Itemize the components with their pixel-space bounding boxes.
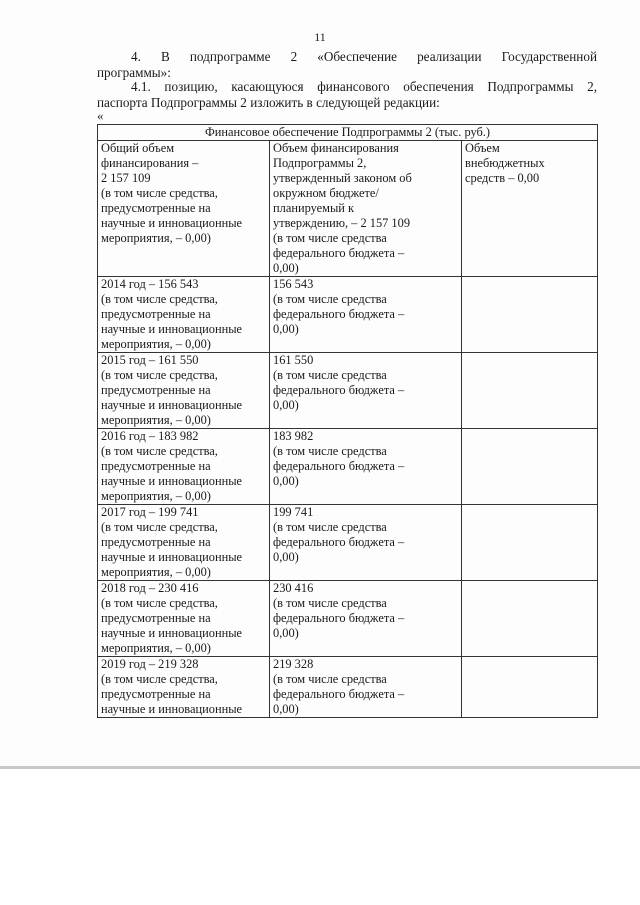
cell-text-line: научные и инновационные [101,474,243,488]
table-row-year [98,429,598,505]
cell-text-line: 0,00) [273,550,299,564]
cell-text-line: научные и инновационные [101,322,243,336]
cell-text-line: Объем финансирования [273,141,399,155]
year-budget-cell [270,277,462,353]
paragraph-line: 4.1. позицию, касающуюся финансового обеспечения Подпрограммы 2, [131,79,597,94]
cell-text-line: научные и инновационные [101,702,243,716]
year-extrabudgetary-cell [462,505,598,581]
cell-text-line: Объем [465,141,500,155]
extrabudgetary-funding-cell [462,141,598,277]
cell-text-line: 183 982 [273,429,314,443]
cell-text-line: 161 550 [273,353,314,367]
cell-text-line: 0,00) [273,398,299,412]
cell-text-line: средств – 0,00 [465,171,540,185]
cell-text-line: федерального бюджета – [273,307,405,321]
cell-text-line: финансирования – [101,156,199,170]
year-total-cell [98,429,270,505]
cell-text-line: 2017 год – 199 741 [101,505,199,519]
cell-text-line: мероприятия, – 0,00) [101,641,211,655]
cell-text-line: научные и инновационные [101,626,243,640]
cell-text-line: мероприятия, – 0,00) [101,489,211,503]
page-number: 11 [314,30,326,44]
blank-area [0,769,640,905]
year-total-cell [98,277,270,353]
cell-text-line: 2014 год – 156 543 [101,277,199,291]
opening-quote: « [97,108,104,123]
cell-text-line: федерального бюджета – [273,687,405,701]
cell-text-line: (в том числе средства [273,444,387,458]
cell-text-line: предусмотренные на [101,535,211,549]
cell-text-line: мероприятия, – 0,00) [101,565,211,579]
table-row-year [98,581,598,657]
cell-text-line: утвержденный законом об [273,171,412,185]
cell-text-line: Общий объем [101,141,175,155]
table-row-year [98,657,598,718]
cell-text-line: (в том числе средства [273,672,387,686]
paragraph-line: 4. В подпрограмме 2 «Обеспечение реализации Государственной [131,49,597,64]
year-total-cell [98,657,270,718]
cell-text-line: (в том числе средства [273,520,387,534]
financing-table [97,124,598,718]
cell-text-line: (в том числе средства, [101,444,218,458]
year-budget-cell [270,353,462,429]
cell-text-line: 0,00) [273,474,299,488]
cell-text-line: 0,00) [273,702,299,716]
cell-text-line: научные и инновационные [101,550,243,564]
cell-text-line: научные и инновационные [101,216,243,230]
paragraph-line: паспорта Подпрограммы 2 изложить в следующей редакции: [97,95,440,110]
cell-text-line: научные и инновационные [101,398,243,412]
cell-text-line: планируемый к [273,201,355,215]
cell-text-line: предусмотренные на [101,201,211,215]
cell-text-line: предусмотренные на [101,459,211,473]
cell-text-line: предусмотренные на [101,687,211,701]
cell-text-line: 199 741 [273,505,314,519]
paragraph-item-4-1 [97,79,597,111]
cell-text-line: (в том числе средства, [101,368,218,382]
cell-text-line: федерального бюджета – [273,246,405,260]
cell-text-line: (в том числе средства [273,368,387,382]
year-total-cell [98,581,270,657]
year-budget-cell [270,657,462,718]
cell-text-line: 2016 год – 183 982 [101,429,199,443]
cell-text-line: 0,00) [273,322,299,336]
year-total-cell [98,353,270,429]
cell-text-line: (в том числе средства, [101,292,218,306]
cell-text-line: (в том числе средства, [101,186,218,200]
year-budget-cell [270,429,462,505]
cell-text-line: предусмотренные на [101,611,211,625]
cell-text-line: (в том числе средства [273,596,387,610]
year-extrabudgetary-cell [462,657,598,718]
cell-text-line: мероприятия, – 0,00) [101,337,211,351]
cell-text-line: утверждению, – 2 157 109 [273,216,411,230]
cell-text-line: федерального бюджета – [273,383,405,397]
cell-text-line: 0,00) [273,626,299,640]
paragraph-line: программы»: [97,65,171,80]
year-extrabudgetary-cell [462,429,598,505]
cell-text-line: 2019 год – 219 328 [101,657,199,671]
cell-text-line: 2018 год – 230 416 [101,581,199,595]
year-budget-cell [270,505,462,581]
year-extrabudgetary-cell [462,353,598,429]
table-title: Финансовое обеспечение Подпрограммы 2 (тыс. руб.) [98,125,598,141]
cell-text-line: федерального бюджета – [273,459,405,473]
cell-text-line: Подпрограммы 2, [273,156,367,170]
cell-text-line: (в том числе средства [273,292,387,306]
cell-text-line: 2 157 109 [101,171,151,185]
cell-text-line: внебюджетных [465,156,545,170]
cell-text-line: предусмотренные на [101,383,211,397]
cell-text-line: (в том числе средства, [101,520,218,534]
cell-text-line: предусмотренные на [101,307,211,321]
cell-text-line: мероприятия, – 0,00) [101,231,211,245]
cell-text-line: 0,00) [273,261,299,275]
year-budget-cell [270,581,462,657]
cell-text-line: окружном бюджете/ [273,186,379,200]
year-total-cell [98,505,270,581]
cell-text-line: мероприятия, – 0,00) [101,413,211,427]
paragraph-subprogram-2 [97,49,597,81]
cell-text-line: 230 416 [273,581,314,595]
table-row-year [98,353,598,429]
total-funding-cell [98,141,270,277]
cell-text-line: (в том числе средства [273,231,387,245]
table-row-year [98,277,598,353]
year-extrabudgetary-cell [462,581,598,657]
cell-text-line: 156 543 [273,277,314,291]
cell-text-line: 2015 год – 161 550 [101,353,199,367]
cell-text-line: федерального бюджета – [273,611,405,625]
cell-text-line: 219 328 [273,657,314,671]
cell-text-line: (в том числе средства, [101,672,218,686]
cell-text-line: (в том числе средства, [101,596,218,610]
table-header-row [98,125,598,141]
table-row-totals [98,141,598,277]
cell-text-line: федерального бюджета – [273,535,405,549]
year-extrabudgetary-cell [462,277,598,353]
budget-funding-cell [270,141,462,277]
table-row-year [98,505,598,581]
